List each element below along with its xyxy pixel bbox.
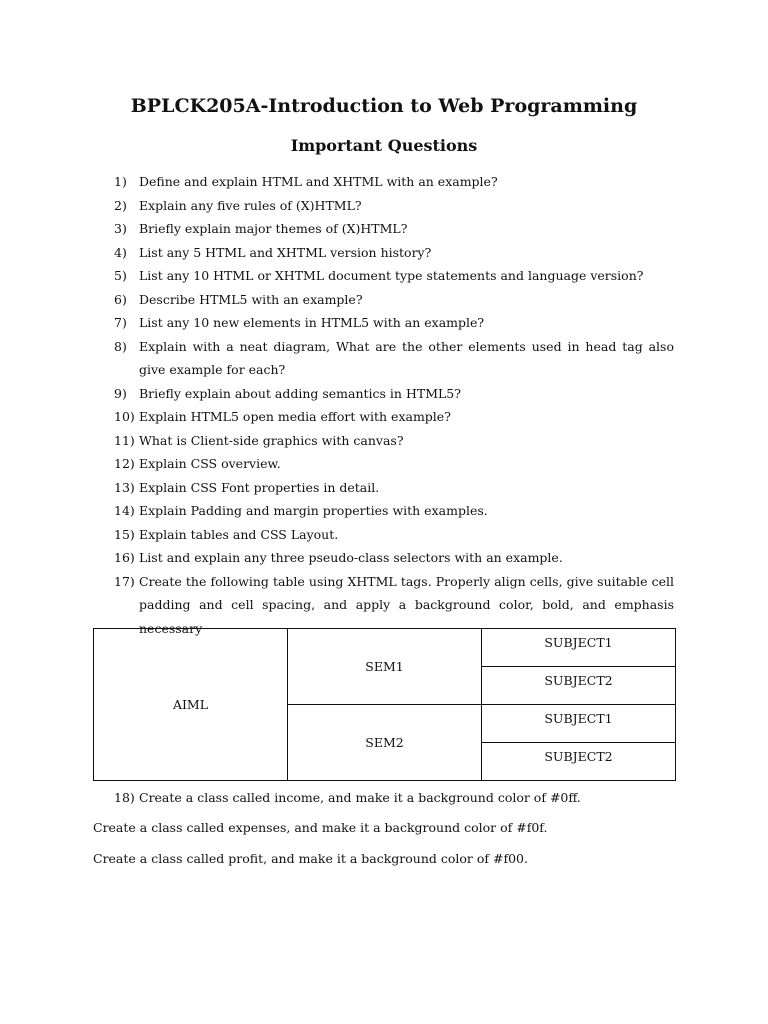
extra-line-expenses: Create a class called expenses, and make it a background color of #f0f. [93,820,548,835]
question-number: 3) [114,221,127,236]
document-title: BPLCK205A-Introduction to Web Programming [130,95,638,117]
question-number: 5) [114,268,127,283]
question-item [114,217,674,241]
question-item [114,499,674,523]
question-item [114,405,674,429]
question-text: Create a class called income, and make it a background color of #0ff. [139,790,581,805]
question-item [114,786,674,810]
question-item [114,311,674,335]
question-text: List any 5 HTML and XHTML version history? [139,244,432,260]
question-item [114,382,674,406]
question-text: Explain Padding and margin properties with examples. [139,503,488,518]
table-cell-dept: AIML [94,629,288,781]
question-item [114,429,674,453]
question-number: 16) [114,550,135,565]
question-number: 18) [114,790,135,805]
question-text: List any 10 new elements in HTML5 with an example? [139,315,485,330]
question-text: Explain with a neat diagram, What are the other elements used in head tag also give example for each? [139,338,674,377]
question-number: 13) [114,479,135,495]
table-cell-sem1: SEM1 [288,629,482,705]
question-number: 9) [114,385,127,401]
question-item [114,452,674,476]
table-cell-sem1-subject1: SUBJECT1 [482,629,676,667]
question-text: List and explain any three pseudo-class selectors with an example. [139,550,563,565]
question-text: Explain tables and CSS Layout. [139,526,339,542]
question-number: 14) [114,503,135,518]
document-subtitle: Important Questions [290,136,478,155]
question-number: 2) [114,197,127,213]
question-text: Explain HTML5 open media effort with example? [139,409,451,424]
question-number: 6) [114,291,127,307]
example-table [93,628,676,781]
question-item [114,546,674,570]
table-cell-sem2: SEM2 [288,705,482,781]
question-text: Explain CSS overview. [139,456,281,471]
question-text: Briefly explain about adding semantics in HTML5? [139,385,461,401]
question-item [114,241,674,265]
question-text: Briefly explain major themes of (X)HTML? [139,221,408,236]
question-number: 7) [114,315,127,330]
question-item [114,335,674,382]
question-text: Explain any five rules of (X)HTML? [139,197,362,213]
question-item [114,523,674,547]
table-cell-sem1-subject2: SUBJECT2 [482,667,676,705]
question-number: 12) [114,456,135,471]
question-number: 17) [114,573,135,589]
question-item [114,194,674,218]
question-item [114,476,674,500]
question-list [114,170,674,640]
question-item [114,288,674,312]
question-number: 1) [114,174,127,189]
question-text: What is Client-side graphics with canvas? [139,432,404,448]
question-number: 11) [114,432,135,448]
question-number: 10) [114,409,135,424]
question-item [114,264,674,288]
question-text: List any 10 HTML or XHTML document type statements and language version? [139,268,644,283]
question-number: 4) [114,244,127,260]
question-text: Create the following table using XHTML tags. Properly align cells, give suitable cell padding and cell spacing, and apply a background color, bold, and emphasis necessary [139,573,674,636]
table-cell-sem2-subject2: SUBJECT2 [482,743,676,781]
question-number: 15) [114,526,135,542]
question-number: 8) [114,338,127,354]
table-row [94,629,676,667]
table-cell-sem2-subject1: SUBJECT1 [482,705,676,743]
question-text: Define and explain HTML and XHTML with an example? [139,174,498,189]
question-text: Describe HTML5 with an example? [139,291,363,307]
extra-line-profit: Create a class called profit, and make it a background color of #f00. [93,851,528,866]
question-item-18 [114,786,674,810]
question-item [114,170,674,194]
question-text: Explain CSS Font properties in detail. [139,479,380,495]
